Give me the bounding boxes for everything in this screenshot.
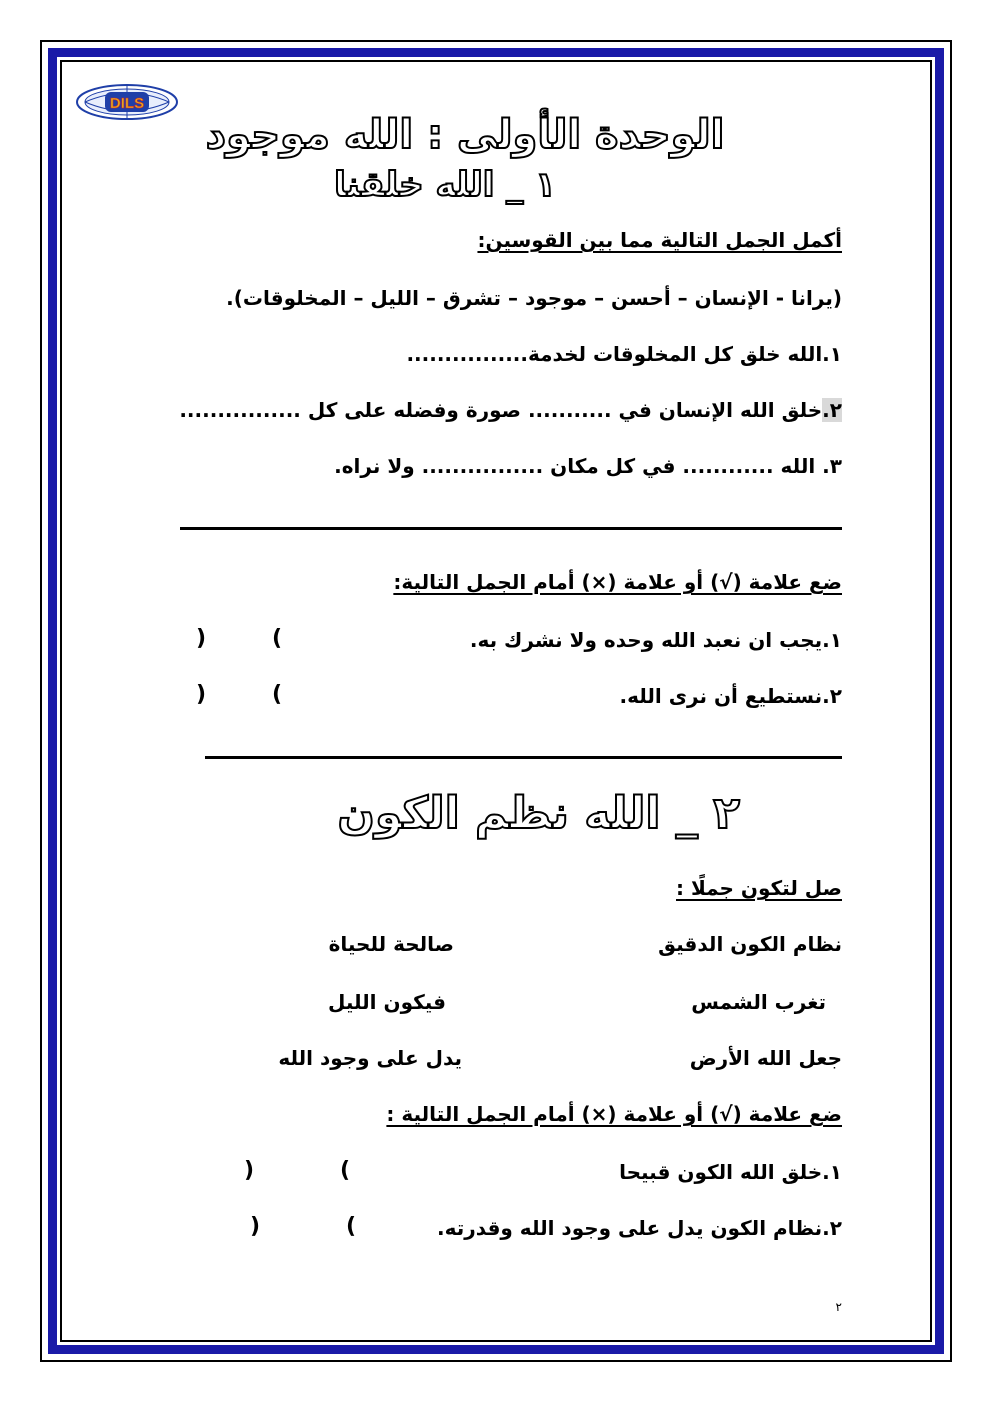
answer-box-4-open[interactable]: ( [346, 1214, 357, 1239]
answer-box-1-close[interactable]: ) [196, 626, 207, 651]
divider-1 [180, 527, 842, 530]
tf2-item-2: ٢.نظام الكون يدل على وجود الله وقدرته. [437, 1216, 842, 1240]
match-left-3: يدل على وجود الله [278, 1046, 462, 1070]
answer-box-2-open[interactable]: ( [272, 682, 283, 707]
section1-instruction: أكمل الجمل التالية مما بين القوسين: [477, 228, 842, 252]
fill-item-2 [179, 398, 842, 422]
unit-title: الوحدة الأولى : الله موجود [205, 112, 725, 158]
lesson2-title: ٢ _ الله نظم الكون [337, 788, 740, 839]
tf2-item-1: ١.خلق الله الكون قبيحا [619, 1160, 842, 1184]
fill-item-2-number: ٢. [822, 398, 842, 422]
word-bank: (يرانا - الإنسان – أحسن – موجود – تشرق – الليل – المخلوقات). [226, 286, 842, 310]
answer-box-2-close[interactable]: ) [196, 682, 207, 707]
match-left-2: فيكون الليل [327, 990, 446, 1014]
lesson1-title: ١ _ الله خلقنا [334, 165, 556, 205]
fill-item-1: ١.الله خلق كل المخلوقات لخدمة................ [406, 342, 842, 366]
answer-box-3-open[interactable]: ( [340, 1158, 351, 1183]
match-right-2: تغرب الشمس [691, 990, 826, 1014]
answer-box-4-close[interactable]: ) [250, 1214, 261, 1239]
page-number: ٢ [835, 1300, 842, 1314]
tf-item-2: ٢.نستطيع أن نرى الله. [619, 684, 842, 708]
tf-item-1: ١.يجب ان نعبد الله وحده ولا نشرك به. [469, 628, 842, 652]
match-left-1: صالحة للحياة [328, 932, 454, 956]
logo-text: DILS [109, 95, 145, 112]
match-right-3: جعل الله الأرض [689, 1046, 842, 1070]
answer-box-1-open[interactable]: ( [272, 626, 283, 651]
match-right-1: نظام الكون الدقيق [658, 932, 842, 956]
section4-instruction: ضع علامة (√) أو علامة (×) أمام الجمل التالية : [386, 1102, 842, 1126]
fill-item-3: ٣. الله ............ في كل مكان ................ ولا نراه. [334, 454, 842, 478]
section2-instruction: ضع علامة (√) أو علامة (×) أمام الجمل التالية: [393, 570, 842, 594]
fill-item-2-text: خلق الله الإنسان في ........... صورة وفضله على كل ................ [179, 398, 823, 422]
divider-2 [205, 756, 842, 759]
section3-instruction: صل لتكون جملًا : [676, 876, 842, 900]
answer-box-3-close[interactable]: ) [244, 1158, 255, 1183]
